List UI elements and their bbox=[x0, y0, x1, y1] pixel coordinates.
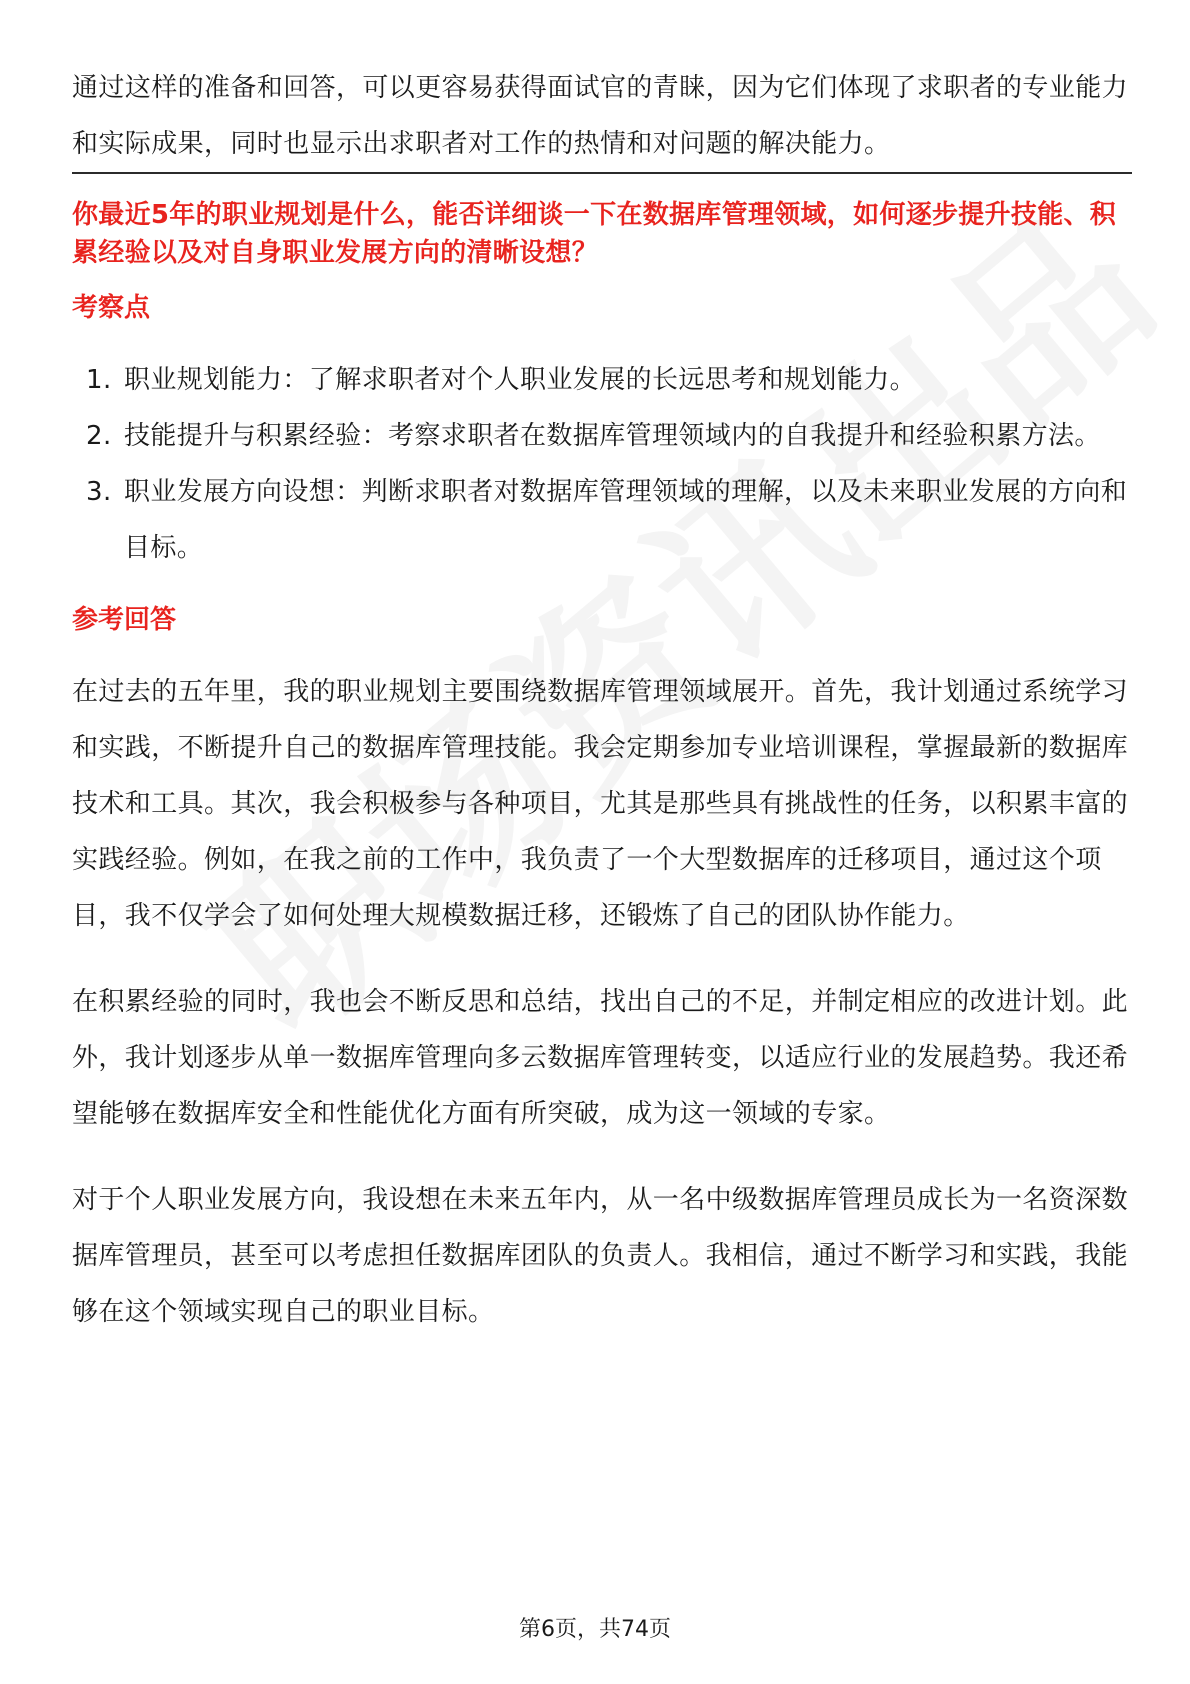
list-item bbox=[72, 408, 1132, 464]
question-title: 你最近5年的职业规划是什么，能否详细谈一下在数据库管理领域，如何逐步提升技能、积累经验以及对自身职业发展方向的清晰设想？ bbox=[72, 200, 1117, 268]
list-item-number: 2. bbox=[86, 421, 112, 451]
assessment-heading: 考察点 bbox=[72, 293, 151, 323]
answer-body bbox=[72, 664, 1132, 1340]
list-item-text: 职业发展方向设想：判断求职者对数据库管理领域的理解，以及未来职业发展的方向和目标。 bbox=[124, 477, 1128, 563]
list-item-text: 职业规划能力：了解求职者对个人职业发展的长远思考和规划能力。 bbox=[124, 365, 917, 395]
assessment-list bbox=[72, 352, 1132, 576]
list-item bbox=[72, 352, 1132, 408]
intro-paragraph: 通过这样的准备和回答，可以更容易获得面试官的青睐，因为它们体现了求职者的专业能力和实际成果，同时也显示出求职者对工作的热情和对问题的解决能力。 bbox=[72, 73, 1129, 159]
answer-paragraph: 在积累经验的同时，我也会不断反思和总结，找出自己的不足，并制定相应的改进计划。此外，我计划逐步从单一数据库管理向多云数据库管理转变，以适应行业的发展趋势。我还希望能够在数据库安全和性能优化方面有所突破，成为这一领域的专家。 bbox=[72, 987, 1129, 1129]
section-divider bbox=[72, 172, 1132, 174]
answer-paragraph: 在过去的五年里，我的职业规划主要围绕数据库管理领域展开。首先，我计划通过系统学习和实践，不断提升自己的数据库管理技能。我会定期参加专业培训课程，掌握最新的数据库技术和工具。其次，我会积极参与各种项目，尤其是那些具有挑战性的任务，以积累丰富的实践经验。例如，在我之前的工作中，我负责了一个大型数据库的迁移项目，通过这个项目，我不仅学会了如何处理大规模数据迁移，还锻炼了自己的团队协作能力。 bbox=[72, 677, 1129, 931]
list-item-number: 1. bbox=[86, 365, 112, 395]
answer-heading: 参考回答 bbox=[72, 605, 177, 635]
answer-paragraph: 对于个人职业发展方向，我设想在未来五年内，从一名中级数据库管理员成长为一名资深数据库管理员，甚至可以考虑担任数据库团队的负责人。我相信，通过不断学习和实践，我能够在这个领域实现自己的职业目标。 bbox=[72, 1185, 1129, 1327]
list-item-text: 技能提升与积累经验：考察求职者在数据库管理领域内的自我提升和经验积累方法。 bbox=[124, 421, 1101, 451]
list-item bbox=[72, 464, 1132, 576]
page-number: 第6页，共74页 bbox=[519, 1617, 671, 1642]
document-page bbox=[72, 60, 1132, 1370]
list-item-number: 3. bbox=[86, 477, 112, 507]
